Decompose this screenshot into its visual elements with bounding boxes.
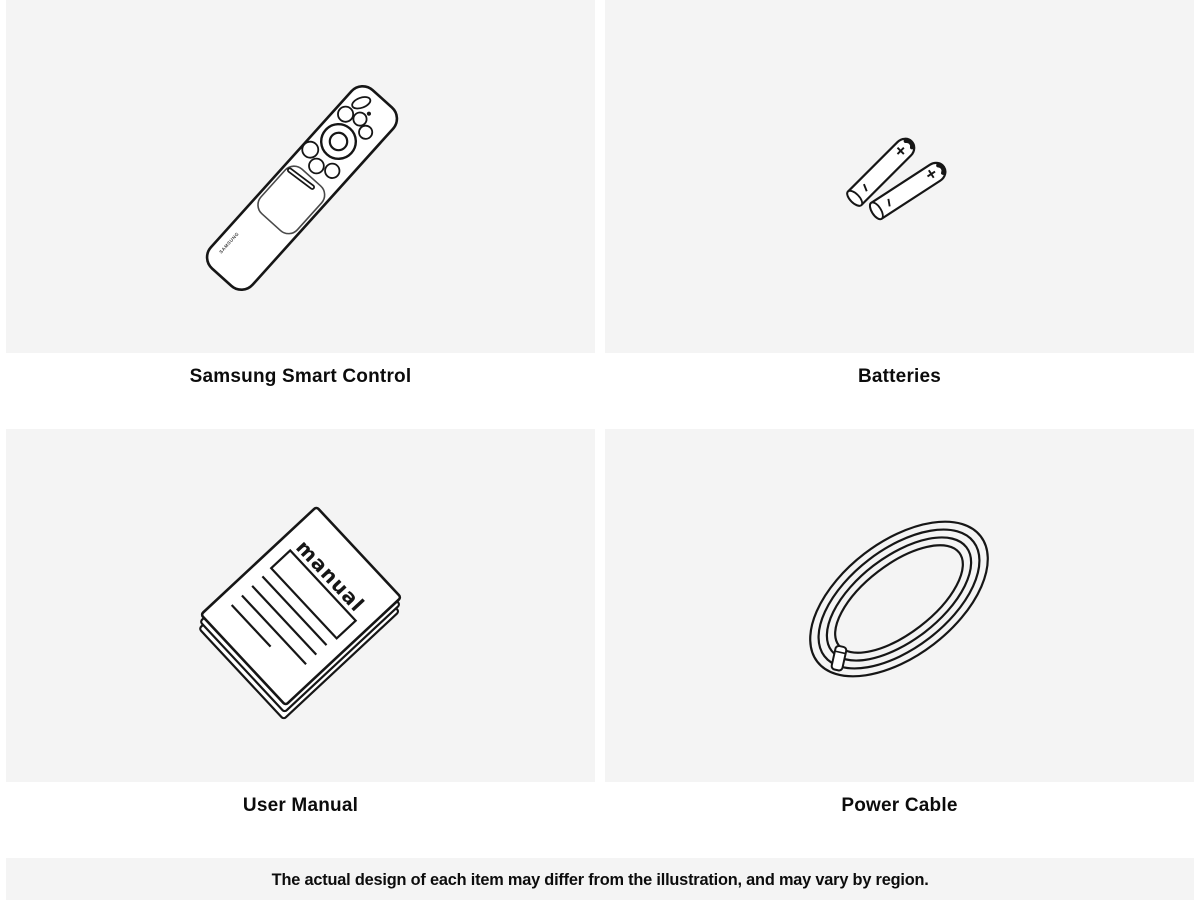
batteries-illustration: [605, 0, 1194, 353]
remote-control-icon: [201, 80, 403, 296]
region-disclaimer-note: The actual design of each item may differ from the illustration, and may vary by region.: [271, 870, 929, 889]
user-manual-illustration: [6, 429, 595, 782]
item-label-batteries: Batteries: [857, 366, 942, 387]
box-item-tile-power-cable: [605, 429, 1194, 782]
cable-coil-loop: [794, 503, 1003, 696]
cable-coil-loop: [783, 491, 1016, 707]
manual-cover-text: manual: [291, 535, 370, 617]
box-item-tile-remote: [6, 0, 595, 353]
power-cable-icon: [783, 491, 1016, 707]
power-cable-illustration: [605, 429, 1194, 782]
user-manual-icon: [193, 507, 407, 720]
box-item-tile-user-manual: [6, 429, 595, 782]
item-label-power-cable: Power Cable: [841, 795, 958, 816]
item-label-user-manual: User Manual: [242, 795, 359, 816]
box-item-tile-batteries: [605, 0, 1194, 353]
item-label-samsung-smart-control: Samsung Smart Control: [189, 366, 412, 387]
remote-control-illustration: [6, 0, 595, 353]
remote-body: [201, 80, 403, 296]
manual-cover: [201, 507, 401, 705]
remote-brand-text: SAMSUNG: [218, 231, 240, 255]
footer-note-bar: [6, 858, 1194, 900]
